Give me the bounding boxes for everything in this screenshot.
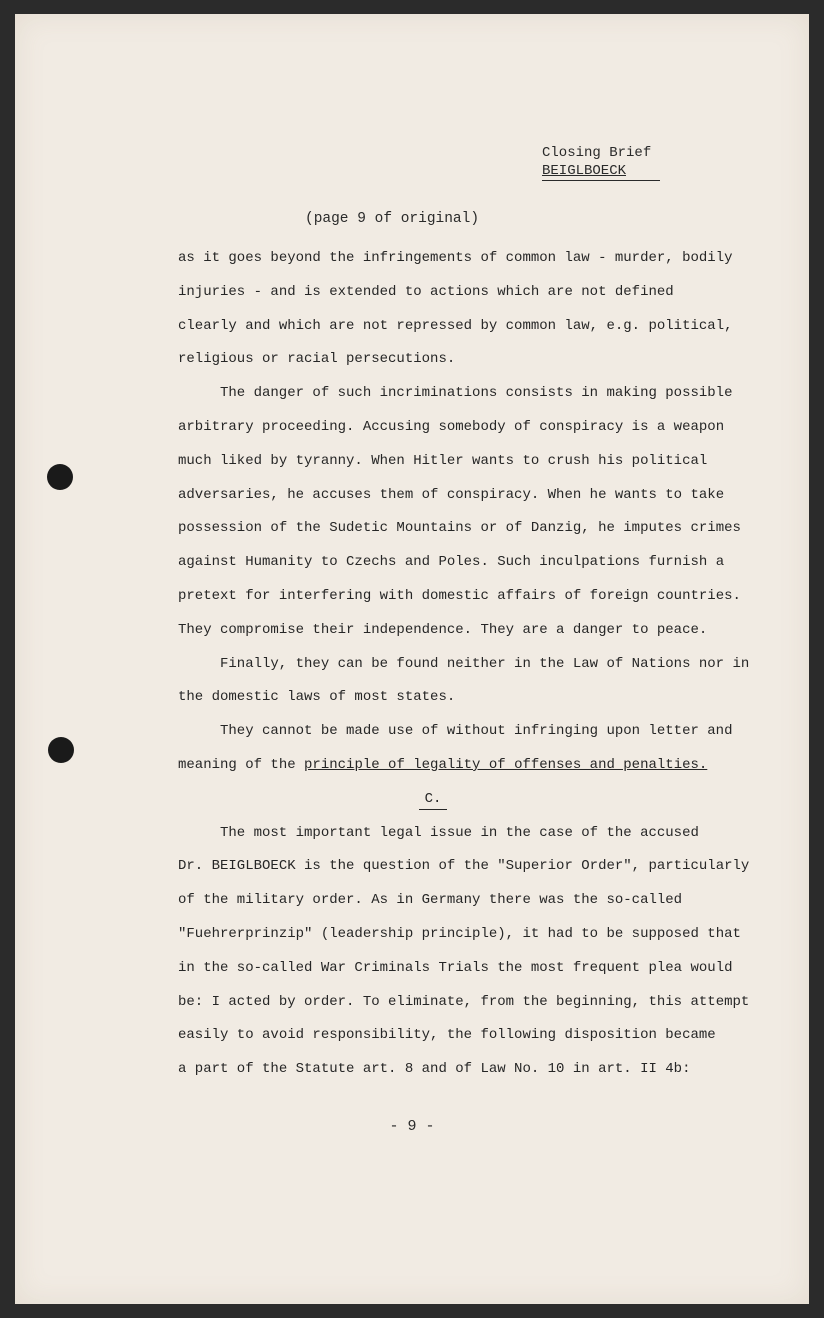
text-line: easily to avoid responsibility, the following disposition became: [178, 1027, 716, 1044]
underlined-principle: principle of legality of offenses and penalties.: [304, 756, 708, 773]
text-line: Dr. BEIGLBOECK is the question of the "Superior Order", particularly: [178, 858, 750, 875]
punch-hole-top: [47, 464, 73, 490]
text-line: clearly and which are not repressed by common law, e.g. political,: [178, 317, 733, 334]
text-line: possession of the Sudetic Mountains or of Danzig, he imputes crimes: [178, 520, 741, 537]
text-line: [178, 749, 758, 783]
text-line: pretext for interfering with domestic affairs of foreign countries.: [178, 587, 741, 604]
section-c-heading: C.: [419, 789, 448, 810]
text-line: a part of the Statute art. 8 and of Law No. 10 in art. II 4b:: [178, 1061, 691, 1078]
text-line: The most important legal issue in the case of the accused: [220, 824, 699, 841]
text-line: as it goes beyond the infringements of common law - murder, bodily: [178, 250, 733, 266]
text-line: religious or racial persecutions.: [178, 351, 456, 368]
header-block: [542, 144, 660, 181]
doc-type: Closing Brief: [542, 145, 652, 161]
text-line: The danger of such incriminations consists in making possible: [220, 385, 733, 402]
text-line: They cannot be made use of without infringing upon letter and: [220, 723, 733, 740]
text-line: Finally, they can be found neither in the Law of Nations nor in: [220, 655, 750, 672]
text-line: much liked by tyranny. When Hitler wants to crush his political: [178, 452, 708, 469]
text-line: be: I acted by order. To eliminate, from the beginning, this attempt: [178, 993, 750, 1010]
defendant-name: BEIGLBOECK: [542, 162, 660, 181]
original-page-note: (page 9 of original): [305, 211, 480, 227]
section-heading-line: [178, 783, 758, 817]
page-number: - 9 -: [389, 1118, 435, 1135]
text-line: adversaries, he accuses them of conspiracy. When he wants to take: [178, 486, 725, 503]
text-line: arbitrary proceeding. Accusing somebody of conspiracy is a weapon: [178, 418, 725, 435]
text-line: "Fuehrerprinzip" (leadership principle), it had to be supposed that: [178, 925, 741, 942]
punch-hole-bottom: [48, 737, 74, 763]
text-line: against Humanity to Czechs and Poles. Such inculpations furnish a: [178, 554, 725, 571]
text-line: injuries - and is extended to actions which are not defined: [178, 283, 674, 300]
text-line: They compromise their independence. They are a danger to peace.: [178, 621, 708, 638]
text-line: the domestic laws of most states.: [178, 689, 456, 706]
document-page: [15, 14, 809, 1304]
text-line: of the military order. As in Germany there was the so-called: [178, 892, 683, 909]
text-fragment: meaning of the: [178, 756, 305, 773]
body-text: [178, 242, 758, 1087]
text-line: in the so-called War Criminals Trials the most frequent plea would: [178, 959, 733, 976]
